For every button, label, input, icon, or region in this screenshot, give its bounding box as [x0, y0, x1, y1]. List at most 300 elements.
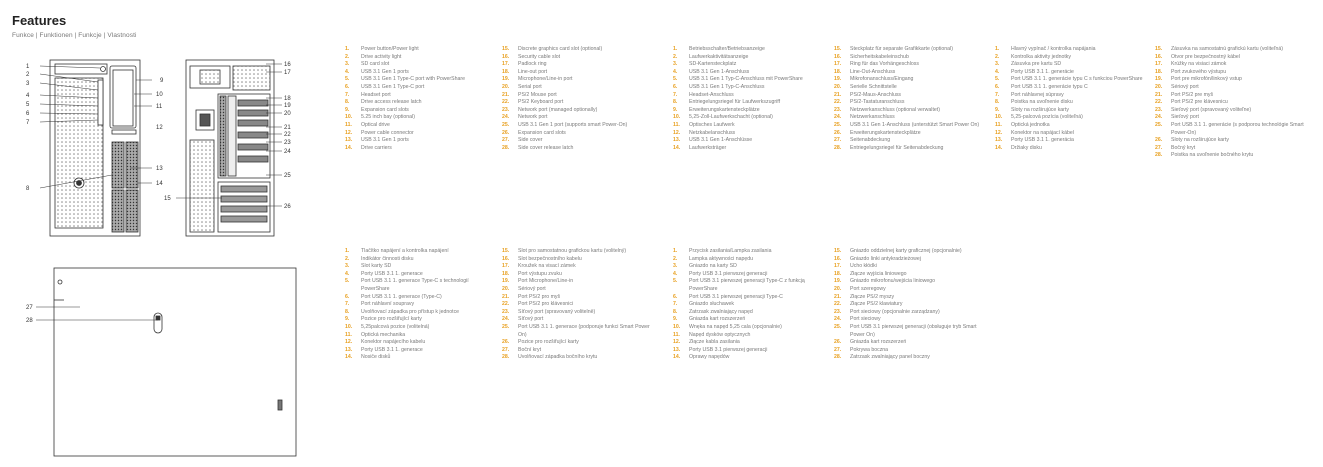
- legend-number: 11.: [995, 121, 1002, 128]
- legend-number: 19.: [502, 76, 510, 83]
- legend-item: [502, 309, 657, 317]
- legend-item: [345, 339, 495, 347]
- legend-number: 2.: [345, 255, 350, 262]
- tower-diagrams: [0, 0, 300, 467]
- callout: 23: [284, 140, 291, 146]
- legend-text: Uvolňovací západka bočního krytu: [518, 354, 598, 361]
- legend-text: Ring für das Vorhängeschloss: [850, 61, 919, 68]
- legend-number: 18.: [834, 68, 842, 75]
- legend-text: Porty USB 3.1 1. generace: [361, 270, 423, 277]
- legend-number: 11.: [345, 121, 352, 128]
- legend-number: 16.: [1155, 53, 1163, 60]
- legend-number: 9.: [673, 106, 678, 113]
- legend-number: 14.: [673, 144, 681, 151]
- legend-text: Port PS/2 pro klávesnici: [518, 301, 574, 308]
- legend-number: 15.: [502, 46, 510, 52]
- legend-text: Nosiče disků: [361, 354, 391, 361]
- legend-item: [502, 61, 657, 69]
- legend-item: [995, 69, 1145, 77]
- legend-text: Line-Out-Anschluss: [850, 68, 896, 75]
- legend-item: [995, 46, 1145, 54]
- callout: 27: [26, 305, 33, 311]
- legend-text: Boční kryt: [518, 346, 542, 353]
- legend-text: Sériový port: [518, 285, 546, 292]
- legend-item: [345, 332, 495, 340]
- legend-number: 5.: [673, 76, 678, 83]
- legend-text: Pokrywa boczna: [850, 346, 889, 353]
- legend-number: 5.: [345, 76, 350, 83]
- legend-item: [1155, 137, 1315, 145]
- callout: 4: [26, 93, 30, 99]
- legend-number: 16.: [834, 53, 842, 60]
- legend-column-sk-1: [995, 46, 1145, 152]
- legend-text: Padlock ring: [518, 61, 547, 68]
- legend-item: [345, 114, 495, 122]
- legend-text: Zatrzask zwalniający panel boczny: [850, 354, 930, 361]
- legend-text: Bočný kryt: [1171, 144, 1196, 151]
- legend-item: [345, 324, 495, 332]
- legend-item: [834, 69, 984, 77]
- legend-text: Konektor na napájací kábel: [1011, 129, 1074, 136]
- legend-item: [834, 92, 984, 100]
- legend-number: 1.: [673, 46, 678, 52]
- legend-text: Optisches Laufwerk: [689, 121, 735, 128]
- legend-item: [502, 354, 657, 362]
- legend-text: 5,25-Zoll-Laufwerkschacht (optional): [689, 114, 773, 121]
- legend-item: [995, 76, 1145, 84]
- legend-number: 13.: [345, 137, 353, 144]
- legend-number: 6.: [673, 293, 678, 300]
- legend-number: 20.: [502, 285, 510, 292]
- legend-text: USB 3.1 Gen 1-Anschluss (unterstützt Smart Power On): [850, 121, 980, 128]
- legend-text: PS/2-Maus-Anschluss: [850, 91, 902, 98]
- legend-text: Serielle Schnittstelle: [850, 83, 897, 90]
- legend-text: Otvor pre bezpečnostný kábel: [1171, 53, 1240, 60]
- legend-item: [502, 130, 657, 138]
- legend-text: Port náhlavnej súpravy: [1011, 91, 1064, 98]
- legend-text: Laufwerksträger: [689, 144, 727, 151]
- legend-text: Power cable connector: [361, 129, 414, 136]
- legend-item: [345, 76, 495, 84]
- legend-text: USB 3.1 Gen 1 Typ-C-Anschluss: [689, 83, 765, 90]
- callout: 20: [284, 111, 291, 117]
- legend-item: [345, 256, 495, 264]
- legend-item: [345, 145, 495, 153]
- legend-text: Zásuvka na samostatnú grafickú kartu (voliteľná): [1171, 46, 1283, 52]
- legend-text: Seitenabdeckung: [850, 137, 891, 144]
- legend-text: Poistka na uvoľnenie disku: [1011, 99, 1073, 106]
- legend-item: [502, 84, 657, 92]
- legend-number: 27.: [1155, 144, 1163, 151]
- legend-text: Kroužek na visací zámek: [518, 263, 576, 270]
- legend-text: Port sieciowy: [850, 316, 881, 323]
- legend-text: Sloty na rozširujúce karty: [1171, 137, 1229, 144]
- legend-text: Entriegelungsriegel für Laufwerkszugriff: [689, 99, 781, 106]
- callout: 26: [284, 204, 291, 210]
- legend-text: Sieťový port (spravovaný voliteľne): [1171, 106, 1252, 113]
- legend-text: 5,25palcová pozice (volitelná): [361, 323, 430, 330]
- legend-item: [1155, 107, 1315, 115]
- legend-item: [1155, 46, 1315, 54]
- legend-item: [502, 294, 657, 302]
- legend-number: 12.: [345, 339, 353, 346]
- legend-item: [502, 324, 657, 339]
- legend-item: [673, 99, 823, 107]
- legend-item: [502, 278, 657, 286]
- legend-item: [1155, 92, 1315, 100]
- legend-number: 2.: [673, 53, 678, 60]
- page-title: Features: [12, 13, 67, 28]
- legend-text: Port szeregowy: [850, 285, 886, 292]
- legend-text: Port PS/2 pre myš: [1171, 91, 1214, 98]
- legend-number: 25.: [834, 323, 842, 330]
- legend-text: Porty USB 3.1 1. generace: [361, 346, 423, 353]
- callout: 21: [284, 125, 291, 131]
- legend-item: [995, 54, 1145, 62]
- legend-number: 15.: [1155, 46, 1163, 52]
- legend-text: Gniazdo mikrofonu/wejścia liniowego: [850, 278, 936, 285]
- legend-item: [834, 99, 984, 107]
- legend-text: Optická jednotka: [1011, 121, 1050, 128]
- legend-item: [834, 309, 984, 317]
- legend-item: [502, 107, 657, 115]
- legend-text: Power button/Power light: [361, 46, 419, 52]
- legend-item: [345, 271, 495, 279]
- legend-item: [345, 61, 495, 69]
- legend-number: 25.: [1155, 121, 1163, 128]
- callout: 1: [26, 64, 30, 70]
- legend-text: USB 3.1 Gen 1-Anschluss: [689, 68, 750, 75]
- legend-number: 23.: [502, 106, 510, 113]
- legend-number: 8.: [995, 99, 1000, 106]
- legend-item: [502, 122, 657, 130]
- legend-item: [834, 286, 984, 294]
- legend-number: 20.: [834, 83, 842, 90]
- legend-text: Złącze PS/2 myszy: [850, 293, 895, 300]
- legend-text: Držiaky disku: [1011, 144, 1042, 151]
- legend-text: Poistka na uvoľnenie bočného krytu: [1171, 152, 1254, 159]
- legend-item: [345, 301, 495, 309]
- legend-item: [673, 294, 823, 302]
- legend-text: Uvolňovací západka pro přístup k jednotce: [361, 308, 460, 315]
- legend-item: [834, 294, 984, 302]
- legend-text: Expansion card slots: [518, 129, 566, 136]
- legend-number: 15.: [834, 248, 842, 254]
- legend-number: 6.: [673, 83, 678, 90]
- legend-number: 18.: [502, 270, 510, 277]
- legend-item: [673, 69, 823, 77]
- legend-text: Złącze wyjścia liniowego: [850, 270, 907, 277]
- legend-number: 14.: [345, 354, 353, 361]
- callout: 11: [156, 104, 163, 110]
- legend-number: 12.: [673, 339, 681, 346]
- legend-item: [834, 137, 984, 145]
- legend-text: Indikátor činnosti disku: [361, 255, 414, 262]
- legend-text: Netzwerkanschluss (optional verwaltet): [850, 106, 940, 113]
- legend-item: [834, 263, 984, 271]
- legend-number: 1.: [995, 46, 1000, 52]
- legend-number: 25.: [834, 121, 842, 128]
- legend-number: 12.: [673, 129, 681, 136]
- legend-number: 25.: [502, 323, 510, 330]
- legend-item: [995, 84, 1145, 92]
- legend-text: Złącze kabla zasilania: [689, 339, 740, 346]
- legend-item: [502, 54, 657, 62]
- legend-number: 5.: [345, 278, 350, 285]
- legend-text: Konektor napájecího kabelu: [361, 339, 426, 346]
- legend-item: [995, 145, 1145, 153]
- legend-item: [995, 99, 1145, 107]
- legend-number: 4.: [345, 68, 350, 75]
- legend-number: 11.: [673, 121, 680, 128]
- legend-item: [502, 263, 657, 271]
- legend-number: 27.: [502, 137, 510, 144]
- legend-item: [502, 92, 657, 100]
- legend-text: Port USB 3.1 pierwszej generacji Type-C z funkcją PowerShare: [689, 278, 805, 292]
- legend-number: 24.: [834, 316, 842, 323]
- legend-number: 19.: [834, 76, 842, 83]
- legend-number: 15.: [502, 248, 510, 254]
- legend-text: Hlavný vypínač / kontrolka napájania: [1011, 46, 1096, 52]
- legend-number: 5.: [995, 76, 1000, 83]
- legend-item: [673, 316, 823, 324]
- legend-number: 3.: [345, 263, 350, 270]
- legend-text: Mikrofonanschluss/Eingang: [850, 76, 914, 83]
- legend-item: [834, 316, 984, 324]
- legend-item: [834, 61, 984, 69]
- legend-text: USB 3.1 Gen 1 port (supports smart Power-On): [518, 121, 628, 128]
- legend-item: [995, 107, 1145, 115]
- legend-item: [673, 354, 823, 362]
- legend-number: 9.: [673, 316, 678, 323]
- legend-column-cs-1: [345, 248, 495, 362]
- legend-number: 25.: [502, 121, 510, 128]
- callout: 16: [284, 62, 291, 68]
- legend-number: 9.: [995, 106, 1000, 113]
- legend-item: [345, 294, 495, 302]
- legend-item: [502, 69, 657, 77]
- legend-item: [502, 76, 657, 84]
- callout: 7: [26, 120, 30, 126]
- legend-number: 27.: [834, 346, 842, 353]
- legend-column-de-2: [834, 46, 984, 152]
- legend-number: 23.: [834, 106, 842, 113]
- legend-text: Microphone/Line-in port: [518, 76, 573, 83]
- legend-item: [345, 309, 495, 317]
- legend-text: Sloty na rozširujúce karty: [1011, 106, 1069, 113]
- callout: 2: [26, 72, 30, 78]
- legend-text: PS/2-Tastaturanschluss: [850, 99, 905, 106]
- legend-item: [834, 122, 984, 130]
- callout: 14: [156, 181, 163, 187]
- legend-text: Zatrzask zwalniający napęd: [689, 308, 753, 315]
- legend-item: [834, 248, 984, 256]
- legend-text: USB 3.1 Gen 1 Type-C port with PowerShare: [361, 76, 465, 83]
- legend-text: Headset-Anschluss: [689, 91, 734, 98]
- legend-text: Betriebsschalter/Betriebsanzeige: [689, 46, 765, 52]
- legend-text: Pozice pro rozšiřující karty: [518, 339, 579, 346]
- legend-item: [834, 145, 984, 153]
- legend-item: [834, 107, 984, 115]
- legend-item: [502, 46, 657, 54]
- legend-item: [502, 286, 657, 294]
- legend-item: [673, 130, 823, 138]
- legend-text: Sieťový port: [1171, 114, 1199, 121]
- legend-item: [673, 54, 823, 62]
- legend-text: Netzwerkanschluss: [850, 114, 895, 121]
- legend-text: Tlačítko napájení a kontrolka napájení: [361, 248, 449, 254]
- legend-number: 22.: [1155, 99, 1163, 106]
- legend-text: Port USB 3.1 pierwszej generacji Type-C: [689, 293, 783, 300]
- page-subtitle: Funkce | Funktionen | Funkcje | Vlastnosti: [12, 32, 137, 39]
- legend-number: 20.: [834, 285, 842, 292]
- legend-number: 21.: [834, 293, 842, 300]
- legend-item: [995, 61, 1145, 69]
- legend-number: 28.: [834, 144, 842, 151]
- legend-number: 10.: [345, 114, 353, 121]
- legend-item: [834, 271, 984, 279]
- legend-item: [345, 99, 495, 107]
- legend-item: [1155, 99, 1315, 107]
- legend-number: 24.: [502, 114, 510, 121]
- legend-text: Netzkabelanschluss: [689, 129, 736, 136]
- legend-number: 4.: [995, 68, 1000, 75]
- legend-text: Port USB 3.1 1. generácie typu C: [1011, 83, 1088, 90]
- legend-item: [345, 84, 495, 92]
- legend-number: 2.: [345, 53, 350, 60]
- legend-text: Kontrolka aktivity jednotky: [1011, 53, 1071, 60]
- legend-number: 9.: [345, 106, 350, 113]
- legend-number: 27.: [834, 137, 842, 144]
- legend-text: Przycisk zasilania/Lampka zasilania: [689, 248, 772, 254]
- legend-text: USB 3.1 Gen 1 ports: [361, 137, 409, 144]
- legend-column-cs-2: [502, 248, 657, 362]
- legend-number: 6.: [345, 83, 350, 90]
- legend-item: [502, 256, 657, 264]
- legend-text: Sicherheitskabeleinschub: [850, 53, 909, 60]
- legend-text: Sériový port: [1171, 83, 1199, 90]
- legend-number: 4.: [673, 68, 678, 75]
- legend-number: 22.: [834, 301, 842, 308]
- legend-number: 12.: [995, 129, 1003, 136]
- legend-text: Side cover: [518, 137, 543, 144]
- legend-number: 17.: [502, 263, 510, 270]
- side-callouts: [26, 305, 33, 324]
- legend-text: USB 3.1 Gen 1 Type-C port: [361, 83, 425, 90]
- legend-item: [673, 309, 823, 317]
- legend-text: Wnęka na napęd 5,25 cala (opcjonalnie): [689, 323, 782, 330]
- legend-number: 4.: [345, 270, 350, 277]
- legend-item: [834, 84, 984, 92]
- legend-text: Security cable slot: [518, 53, 561, 60]
- legend-number: 22.: [502, 99, 510, 106]
- callout: 28: [26, 318, 33, 324]
- legend-number: 1.: [345, 46, 350, 52]
- legend-text: Pozice pro rozšiřující karty: [361, 316, 422, 323]
- legend-text: Erweiterungskartensteckplätze: [850, 129, 921, 136]
- legend-text: Slot bezpečnostního kabelu: [518, 255, 582, 262]
- legend-number: 8.: [673, 99, 678, 106]
- legend-item: [834, 256, 984, 264]
- legend-item: [1155, 145, 1315, 153]
- legend-number: 7.: [673, 91, 678, 98]
- legend-item: [673, 263, 823, 271]
- legend-number: 23.: [502, 308, 510, 315]
- legend-number: 17.: [502, 61, 510, 68]
- legend-text: Serial port: [518, 83, 542, 90]
- legend-text: Port náhlavní soupravy: [361, 301, 415, 308]
- legend-number: 2.: [673, 255, 678, 262]
- legend-number: 10.: [345, 323, 353, 330]
- legend-item: [502, 137, 657, 145]
- legend-text: Ucho kłódki: [850, 263, 877, 270]
- legend-item: [834, 347, 984, 355]
- callout: 5: [26, 102, 30, 108]
- legend-text: Port USB 3.1 1. generace (Type-C): [361, 293, 442, 300]
- legend-text: Optická mechanika: [361, 331, 406, 338]
- legend-number: 7.: [345, 301, 350, 308]
- legend-column-de-1: [673, 46, 823, 152]
- legend-column-en-2: [502, 46, 657, 152]
- legend-text: Síťový port: [518, 316, 544, 323]
- legend-item: [1155, 114, 1315, 122]
- legend-text: Optical drive: [361, 121, 390, 128]
- legend-item: [673, 61, 823, 69]
- legend-number: 28.: [502, 144, 510, 151]
- front-view: [50, 60, 140, 236]
- legend-item: [502, 248, 657, 256]
- legend-number: 18.: [502, 68, 510, 75]
- legend-item: [345, 248, 495, 256]
- legend-text: Oprawy napędów: [689, 354, 730, 361]
- callout: 10: [156, 92, 163, 98]
- legend-number: 10.: [673, 323, 681, 330]
- legend-number: 18.: [834, 270, 842, 277]
- legend-text: Gniazdo linki antykradzieżowej: [850, 255, 921, 262]
- legend-number: 3.: [345, 61, 350, 68]
- callout: 13: [156, 166, 163, 172]
- legend-item: [345, 92, 495, 100]
- legend-item: [673, 248, 823, 256]
- legend-item: [345, 316, 495, 324]
- legend-number: 24.: [502, 316, 510, 323]
- legend-number: 24.: [1155, 114, 1163, 121]
- legend-item: [995, 130, 1145, 138]
- legend-text: Expansion card slots: [361, 106, 409, 113]
- callout: 25: [284, 173, 291, 179]
- legend-item: [834, 54, 984, 62]
- legend-number: 13.: [995, 137, 1003, 144]
- legend-item: [673, 324, 823, 332]
- legend-text: Lampka aktywności napędu: [689, 255, 754, 262]
- legend-number: 3.: [673, 263, 678, 270]
- legend-text: SD card slot: [361, 61, 390, 68]
- legend-text: Port sieciowy (opcjonalnie zarządzany): [850, 308, 940, 315]
- legend-item: [345, 69, 495, 77]
- legend-item: [673, 332, 823, 340]
- legend-number: 8.: [673, 308, 678, 315]
- legend-number: 19.: [834, 278, 842, 285]
- legend-item: [834, 354, 984, 362]
- callout: 22: [284, 132, 291, 138]
- legend-text: 5,25-palcová pozícia (voliteľná): [1011, 114, 1083, 121]
- legend-number: 19.: [1155, 76, 1163, 83]
- legend-item: [834, 114, 984, 122]
- legend-text: Gniazdo na karty SD: [689, 263, 737, 270]
- legend-text: PS/2 Mouse port: [518, 91, 557, 98]
- callout: 19: [284, 103, 291, 109]
- legend-number: 3.: [995, 61, 1000, 68]
